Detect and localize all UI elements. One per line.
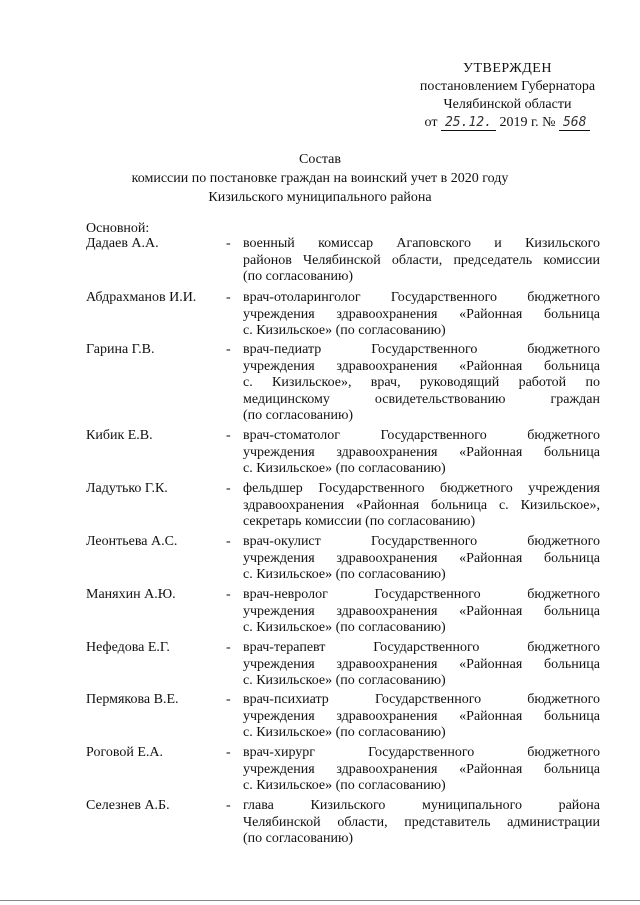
member-name: Гарина Г.В. [86, 342, 155, 357]
member-dash: - [226, 428, 231, 443]
member-description-line: врач-психиатр Государственного бюджетного [243, 692, 600, 707]
member-dash: - [226, 290, 231, 305]
member-description-line: учреждения здравоохранения «Районная больница [243, 603, 600, 619]
member-description [243, 481, 600, 531]
member-description [243, 290, 600, 340]
member-description-line: учреждения здравоохранения «Районная больница [243, 761, 600, 777]
member-dash: - [226, 236, 231, 251]
member-description-line: (по согласованию) [243, 408, 354, 423]
member-name: Кибик Е.В. [86, 428, 153, 443]
approval-from: от [424, 115, 438, 130]
member-description-line: учреждения здравоохранения «Районная больница [243, 656, 600, 672]
approval-title: УТВЕРЖДЕН [463, 61, 552, 76]
member-description-line: врач-стоматолог Государственного бюджетного [243, 428, 600, 443]
member-description-line: учреждения здравоохранения «Районная больница [243, 306, 600, 322]
member-description [243, 428, 600, 478]
member-description [243, 342, 600, 425]
member-name: Селезнев А.Б. [86, 798, 170, 813]
member-description-line: учреждения здравоохранения «Районная больница [243, 444, 600, 460]
member-description-line: с. Кизильское» (по согласованию) [243, 673, 446, 688]
member-name: Абдрахманов И.И. [86, 290, 197, 305]
member-description-line: с. Кизильское» (по согласованию) [243, 620, 446, 635]
approval-number: 568 [559, 116, 590, 131]
member-description-line: глава Кизильского муниципального района [243, 798, 600, 813]
member-name: Роговой Е.А. [86, 745, 163, 760]
member-description-line: медицинскому освидетельствованию граждан [243, 391, 600, 407]
member-name: Маняхин А.Ю. [86, 587, 176, 602]
member-description-line: с. Кизильское» (по согласованию) [243, 461, 446, 476]
member-description-line: с. Кизильское» (по согласованию) [243, 323, 446, 338]
section-label: Основной: [86, 221, 150, 236]
member-dash: - [226, 534, 231, 549]
member-description-line: врач-терапевт Государственного бюджетного [243, 640, 600, 655]
member-description-line: учреждения здравоохранения «Районная больница [243, 358, 600, 374]
member-name: Леонтьева А.С. [86, 534, 178, 549]
member-description-line: учреждения здравоохранения «Районная больница [243, 708, 600, 724]
member-name: Нефедова Е.Г. [86, 640, 170, 655]
member-description-line: Челябинской области, представитель администрации [243, 814, 600, 830]
member-dash: - [226, 798, 231, 813]
member-dash: - [226, 587, 231, 602]
member-description-line: врач-педиатр Государственного бюджетного [243, 342, 600, 357]
member-description-line: (по согласованию) [243, 831, 354, 846]
member-description-line: врач-невролог Государственного бюджетного [243, 587, 600, 602]
member-dash: - [226, 745, 231, 760]
approval-year: 2019 г. № [499, 115, 556, 130]
member-description [243, 587, 600, 637]
approval-line-1: постановлением Губернатора [419, 79, 596, 94]
member-description [243, 236, 600, 286]
member-dash: - [226, 481, 231, 496]
approval-date-line [405, 114, 610, 132]
member-dash: - [226, 342, 231, 357]
member-description-line: (по согласованию) [243, 269, 354, 284]
member-description [243, 798, 600, 848]
member-description-line: учреждения здравоохранения «Районная больница [243, 550, 600, 566]
heading-line-2: комиссии по постановке граждан на воинский учет в 2020 году [131, 171, 509, 186]
member-description [243, 534, 600, 584]
member-description [243, 692, 600, 742]
member-description-line: с. Кизильское», врач, руководящий работой по [243, 375, 600, 390]
member-description-line: секретарь комиссии (по согласованию) [243, 514, 476, 529]
page-bottom-rule [0, 900, 640, 901]
member-dash: - [226, 692, 231, 707]
member-description-line: врач-отоларинголог Государственного бюджетного [243, 290, 600, 305]
member-description-line: с. Кизильское» (по согласованию) [243, 778, 446, 793]
member-description-line: фельдшер Государственного бюджетного учреждения [243, 481, 600, 496]
member-dash: - [226, 640, 231, 655]
member-description-line: с. Кизильское» (по согласованию) [243, 567, 446, 582]
member-description-line: военный комиссар Агаповского и Кизильского [243, 236, 600, 251]
member-name: Дадаев А.А. [86, 236, 159, 251]
member-description-line: с. Кизильское» (по согласованию) [243, 725, 446, 740]
member-description [243, 640, 600, 690]
member-description-line: врач-окулист Государственного бюджетного [243, 534, 600, 549]
approval-date: 25.12. [441, 116, 496, 131]
approval-block [405, 60, 610, 132]
member-name: Пермякова В.Е. [86, 692, 179, 707]
member-description-line: врач-хирург Государственного бюджетного [243, 745, 600, 760]
member-description-line: районов Челябинской области, председатель комиссии [243, 252, 600, 268]
member-name: Ладутько Г.К. [86, 481, 168, 496]
member-description-line: здравоохранения «Районная больница с. Кизильское», [243, 497, 600, 513]
heading-line-1: Состав [298, 152, 341, 167]
approval-line-2: Челябинской области [443, 97, 572, 112]
member-description [243, 745, 600, 795]
heading-line-3: Кизильского муниципального района [208, 190, 432, 205]
document-heading [60, 150, 580, 207]
